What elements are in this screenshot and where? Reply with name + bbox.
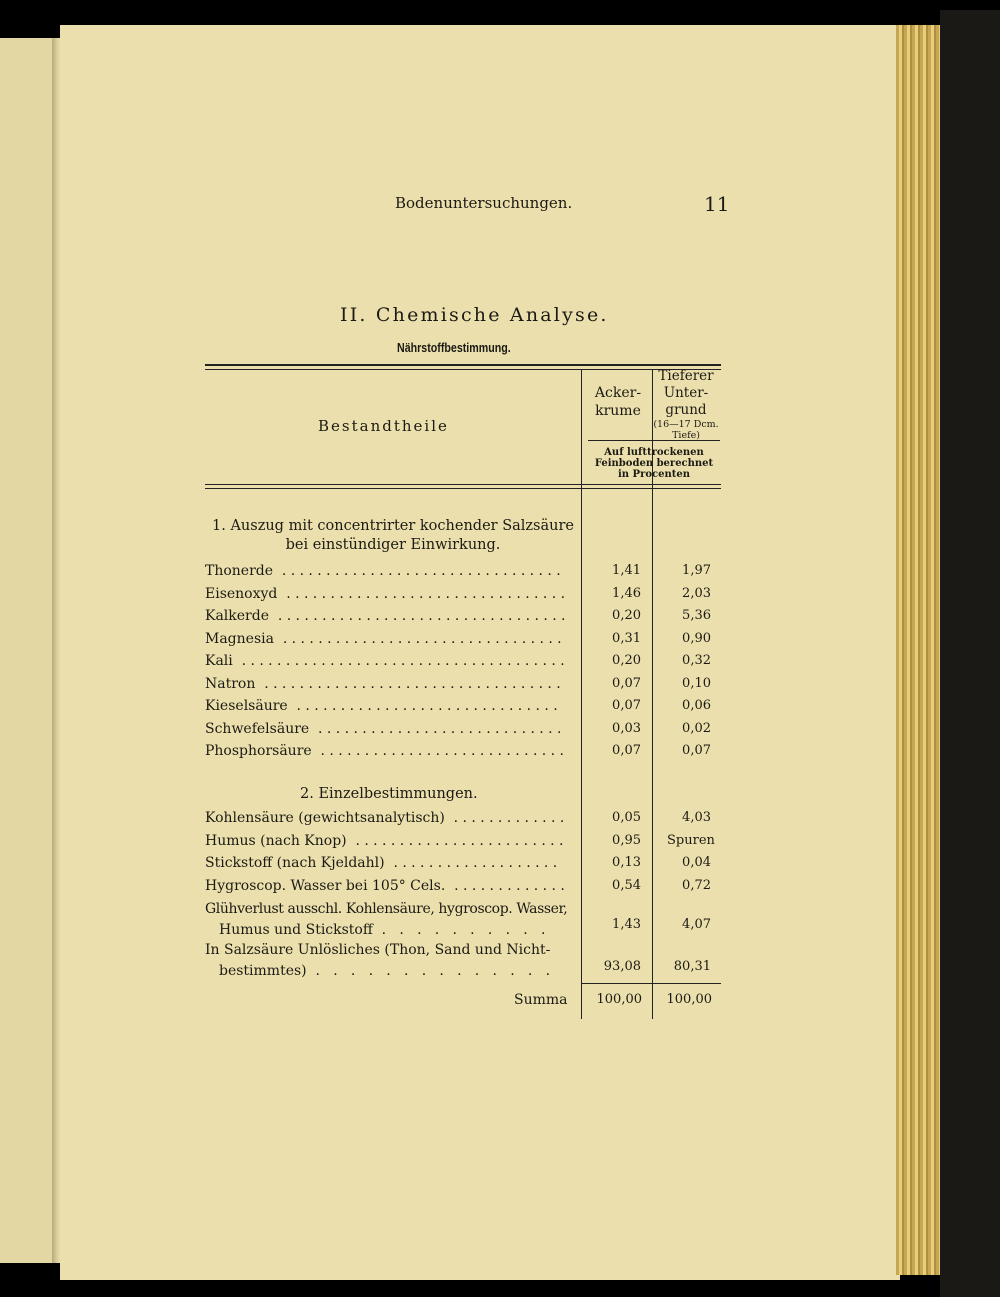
group2-title: 2. Einzelbestimmungen. (300, 786, 478, 802)
column-divider-1 (581, 369, 582, 1019)
unit-note: Auf lufttrockenen Feinboden berechnet in Procenten (594, 447, 714, 480)
cell-b: 0,07 (682, 743, 711, 758)
summa-label: Summa (514, 992, 568, 1008)
cell-a: 0,20 (612, 653, 641, 668)
row-label-text: Schwefelsäure (205, 720, 310, 737)
row-label (205, 698, 562, 714)
row-label (205, 721, 566, 737)
book-gutter (52, 38, 60, 1263)
subtitle: Nährstoffbestimmung. (397, 340, 511, 355)
cell-b: 1,97 (682, 563, 711, 578)
group1-title: 1. Auszug mit concentrirter kochender Salzsäure bei einstündiger Einwirkung. (212, 518, 574, 553)
row-label-text: Kieselsäure (205, 698, 288, 714)
cell-a: 0,07 (612, 743, 641, 758)
cell-a: 0,05 (612, 810, 641, 825)
row-label (205, 631, 566, 647)
row-label-text: Thonerde (205, 563, 274, 579)
cell-a: 1,46 (612, 585, 641, 601)
row-label (205, 810, 569, 826)
cell-b: 0,90 (682, 630, 711, 646)
leader-dots: ............................ (311, 743, 569, 759)
leader-dots: ............. (445, 878, 570, 895)
section-title: II. Chemische Analyse. (340, 304, 609, 326)
cell-b: 0,32 (682, 653, 711, 668)
cell-a: 0,20 (612, 608, 641, 623)
column-header-untergrund: Tieferer Unter- grund (16—17 Dcm. Tiefe) (653, 368, 719, 441)
cell-b: 0,10 (682, 675, 711, 691)
header-bottom-rule (205, 484, 721, 485)
multi-row-gluehverlust: Glühverlust ausschl. Kohlensäure, hygroscop. Wasser, Humus und Stickstoff . . . . . . . . . . (205, 901, 568, 938)
table-top-rule (205, 364, 721, 366)
leader-dots: ................................ (273, 563, 566, 579)
row-label-text: Kohlensäure (gewichtsanalytisch) (205, 810, 445, 826)
row-label-text: Kalkerde (205, 608, 269, 624)
table-top-rule-2 (205, 369, 721, 370)
row-label-text: Phosphorsäure (205, 743, 312, 759)
leader-dots: ................... (384, 855, 562, 872)
row-label (205, 743, 568, 759)
row-label-text: Natron (205, 675, 256, 692)
row-label (205, 833, 568, 849)
row-label-text: Humus (nach Knop) (205, 832, 347, 849)
cell-b: Spuren (667, 832, 715, 848)
page-edges (896, 25, 942, 1275)
row-label (205, 608, 570, 624)
row-label-text: Eisenoxyd (205, 585, 278, 602)
cell-gluehverlust-a: 1,43 (612, 917, 641, 932)
book-cover (940, 10, 1000, 1297)
row-label-text: Hygroscop. Wasser bei 105° Cels. (205, 878, 446, 895)
cell-unloesliches-a: 93,08 (603, 959, 641, 974)
row-label-text: Kali (205, 653, 233, 669)
cell-a: 0,13 (612, 855, 641, 871)
summa-rule (581, 983, 721, 984)
leader-dots: ................................ (277, 585, 570, 602)
leader-dots: ............................ (309, 720, 566, 737)
row-label (205, 653, 569, 669)
row-label (205, 855, 562, 871)
cell-a: 0,54 (612, 878, 641, 894)
cell-a: 0,07 (612, 675, 641, 691)
leader-dots: ........................ (346, 832, 568, 849)
summa-a: 100,00 (596, 992, 642, 1007)
cell-b: 0,02 (682, 720, 711, 736)
leader-dots: ..................................... (232, 653, 570, 669)
cell-a: 1,41 (612, 563, 641, 578)
cell-b: 0,06 (682, 698, 711, 713)
cell-a: 0,03 (612, 720, 641, 736)
row-label (205, 676, 565, 692)
running-title: Bodenuntersuchungen. (395, 194, 573, 212)
cell-gluehverlust-b: 4,07 (682, 917, 711, 932)
header-bottom-rule-2 (205, 488, 721, 489)
column-header-ackerkrume: Acker- krume (594, 385, 642, 419)
leader-dots: ................................. (269, 608, 570, 624)
page-number: 11 (704, 192, 730, 216)
leader-dots: .............................. (287, 698, 563, 714)
row-label-text: Stickstoff (nach Kjeldahl) (205, 855, 385, 872)
cell-b: 0,04 (682, 855, 711, 871)
row-label-text: Magnesia (205, 630, 274, 647)
multi-row-unloesliches: In Salzsäure Unlösliches (Thon, Sand und Nicht- bestimmtes) . . . . . . . . . . . . . . (205, 942, 555, 979)
leader-dots: .................................. (255, 675, 566, 692)
column-header-bestandtheile: Bestandtheile (318, 417, 449, 435)
cell-b: 2,03 (682, 585, 711, 601)
row-label (205, 563, 565, 579)
leader-dots: ................................ (273, 630, 567, 647)
cell-unloesliches-b: 80,31 (673, 959, 711, 974)
row-label (205, 878, 569, 894)
row-label (205, 586, 569, 602)
leader-dots: ............. (444, 810, 569, 826)
cell-a: 0,31 (612, 630, 641, 646)
cell-a: 0,95 (612, 832, 641, 848)
summa-b: 100,00 (666, 992, 712, 1007)
cell-b: 0,72 (682, 878, 711, 894)
left-page-edge (0, 38, 60, 1263)
cell-b: 4,03 (682, 810, 711, 825)
cell-a: 0,07 (612, 698, 641, 713)
cell-b: 5,36 (682, 608, 711, 623)
